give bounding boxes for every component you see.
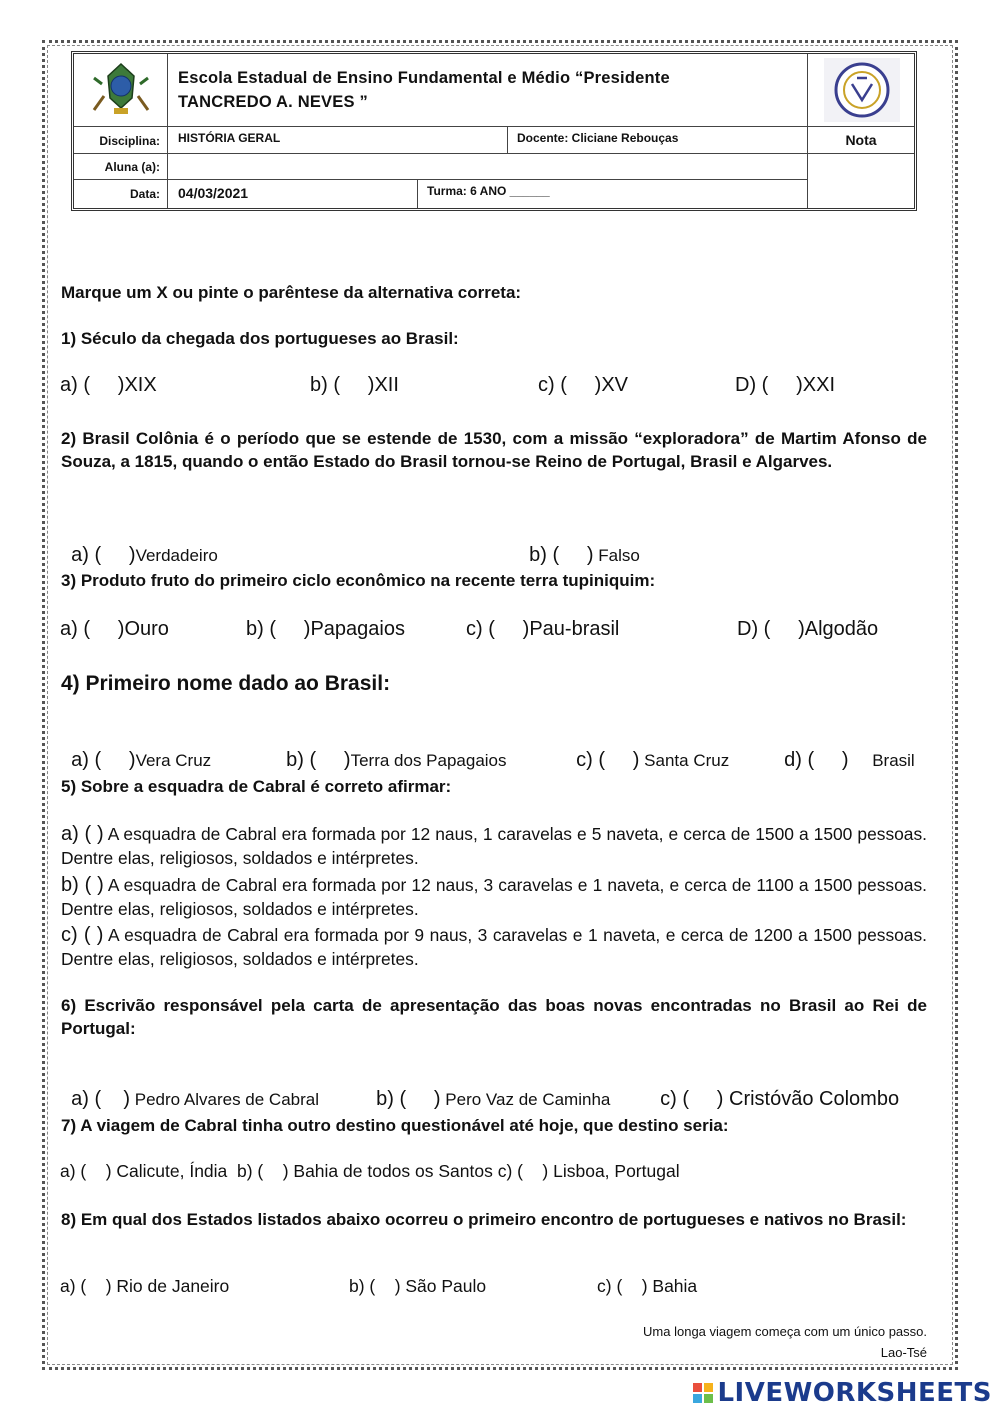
school-seal-icon	[808, 54, 914, 127]
disciplina-value: HISTÓRIA GERAL	[178, 131, 281, 145]
question-8: 8) Em qual dos Estados listados abaixo ocorreu o primeiro encontro de portugueses e nativos no Brasil:	[61, 1210, 907, 1229]
q5-option-c-prefix: c) ( )	[61, 924, 104, 946]
q4-option-c[interactable]	[565, 726, 729, 772]
q3-option-a[interactable]: a) ( )Ouro	[60, 618, 169, 640]
q4-option-a-prefix: a) ( )	[71, 749, 136, 771]
q4-option-d-prefix: d) ( )	[784, 749, 849, 771]
q2-option-a-label: Verdadeiro	[135, 546, 218, 565]
quote-author: Lao-Tsé	[880, 1345, 927, 1360]
q6-option-a-label: Pedro Alvares de Cabral	[130, 1090, 320, 1109]
q4-option-c-prefix: c) ( )	[576, 749, 640, 771]
header-table	[71, 51, 917, 211]
q1-option-d[interactable]: D) ( )XXI	[735, 374, 835, 396]
liveworksheets-logo-icon	[693, 1383, 713, 1403]
q5-option-a-prefix: a) ( )	[61, 823, 104, 845]
q3-option-c[interactable]: c) ( )Pau-brasil	[466, 618, 620, 640]
question-1: 1) Século da chegada dos portugueses ao Brasil:	[61, 329, 459, 348]
quote-text: Uma longa viagem começa com um único passo.	[643, 1324, 927, 1339]
q5-option-b-prefix: b) ( )	[61, 874, 104, 896]
q2-option-b[interactable]	[518, 521, 640, 567]
question-3: 3) Produto fruto do primeiro ciclo econômico na recente terra tupiniquim:	[61, 571, 656, 590]
instruction: Marque um X ou pinte o parêntese da alternativa correta:	[61, 283, 522, 302]
seal-cell	[808, 54, 914, 127]
q4-option-b-label: Terra dos Papagaios	[350, 751, 507, 770]
q4-option-c-label: Santa Cruz	[639, 751, 730, 770]
q5-option-a-label: A esquadra de Cabral era formada por 12 naus, 1 caravelas e 5 naveta, e cerca de 1500 a 1500 pessoas. Dentre elas, religiosos, soldados e intérpretes.	[61, 824, 928, 868]
disciplina-label: Disciplina:	[99, 134, 160, 148]
q8-option-c[interactable]: c) ( ) Bahia	[597, 1276, 698, 1296]
q4-option-d-label: Brasil	[848, 751, 915, 770]
q7-options[interactable]: a) ( ) Calicute, Índia b) ( ) Bahia de todos os Santos c) ( ) Lisboa, Portugal	[60, 1161, 680, 1181]
data-label: Data:	[129, 187, 160, 201]
q6-option-b-prefix: b) ( )	[376, 1088, 441, 1110]
q6-option-a[interactable]	[60, 1065, 319, 1111]
q2-option-b-prefix: b) ( )	[529, 544, 594, 566]
q6-option-c-prefix: c) ( )	[660, 1088, 724, 1110]
q4-option-b[interactable]	[275, 726, 507, 772]
q1-option-c[interactable]: c) ( )XV	[538, 374, 628, 396]
logo-cell	[74, 54, 168, 127]
q6-option-c[interactable]	[649, 1065, 899, 1111]
q6-option-b-label: Pero Vaz de Caminha	[440, 1090, 611, 1109]
q8-option-a[interactable]: a) ( ) Rio de Janeiro	[60, 1276, 230, 1296]
q4-option-a[interactable]	[60, 726, 211, 772]
question-4: 4) Primeiro nome dado ao Brasil:	[61, 672, 391, 695]
q5-option-c[interactable]	[61, 923, 927, 971]
question-2: 2) Brasil Colônia é o período que se estende de 1530, com a missão “exploradora” de Martim Afonso de Souza, a 1815, quando o então Estado do Brasil tornou-se Reino de Portugal, Brasil e Algarves.	[61, 429, 927, 471]
q3-option-b[interactable]: b) ( )Papagaios	[246, 618, 405, 640]
nota-label: Nota	[845, 132, 877, 148]
q5-option-a[interactable]	[61, 822, 927, 870]
q5-option-b-label: A esquadra de Cabral era formada por 12 naus, 3 caravelas e 1 naveta, e cerca de 1100 a 1500 pessoas. Dentre elas, religiosos, soldados e intérpretes.	[61, 875, 927, 919]
turma-value: Turma: 6 ANO ______	[427, 184, 550, 198]
q2-option-a[interactable]	[60, 521, 218, 567]
nota-input[interactable]	[808, 154, 914, 208]
q4-option-d[interactable]	[773, 726, 915, 772]
aluna-label: Aluna (a):	[104, 160, 160, 174]
docente-value: Docente: Cliciane Rebouças	[517, 131, 679, 145]
liveworksheets-brand	[693, 1378, 992, 1408]
state-coat-of-arms-icon	[74, 54, 168, 127]
question-5: 5) Sobre a esquadra de Cabral é correto afirmar:	[61, 777, 452, 796]
liveworksheets-wordmark: LIVEWORKSHEETS	[717, 1378, 992, 1408]
q8-option-b[interactable]: b) ( ) São Paulo	[349, 1276, 487, 1296]
q2-option-b-label: Falso	[593, 546, 640, 565]
q3-option-d[interactable]: D) ( )Algodão	[737, 618, 879, 640]
aluna-input[interactable]	[168, 154, 808, 180]
quote	[643, 1321, 927, 1363]
q6-option-a-prefix: a) ( )	[71, 1088, 131, 1110]
question-7: 7) A viagem de Cabral tinha outro destino questionável até hoje, que destino seria:	[61, 1116, 729, 1135]
q2-option-a-prefix: a) ( )	[71, 544, 136, 566]
q1-option-a[interactable]: a) ( )XIX	[60, 374, 157, 396]
q6-option-b[interactable]	[365, 1065, 610, 1111]
q4-option-b-prefix: b) ( )	[286, 749, 351, 771]
data-value: 04/03/2021	[178, 185, 249, 201]
q5-option-b[interactable]	[61, 873, 927, 921]
q5-option-c-label: A esquadra de Cabral era formada por 9 naus, 3 caravelas e 1 naveta, e cerca de 1200 a 1500 pessoas. Dentre elas, religiosos, soldados e intérpretes.	[61, 925, 928, 969]
q4-option-a-label: Vera Cruz	[135, 751, 212, 770]
q6-option-c-label: Cristóvão Colombo	[723, 1088, 900, 1110]
question-6: 6) Escrivão responsável pela carta de apresentação das boas novas encontradas no Brasil ao Rei de Portugal:	[61, 996, 927, 1038]
q1-option-b[interactable]: b) ( )XII	[310, 374, 399, 396]
school-name: Escola Estadual de Ensino Fundamental e Médio “Presidente TANCREDO A. NEVES ”	[178, 69, 670, 111]
